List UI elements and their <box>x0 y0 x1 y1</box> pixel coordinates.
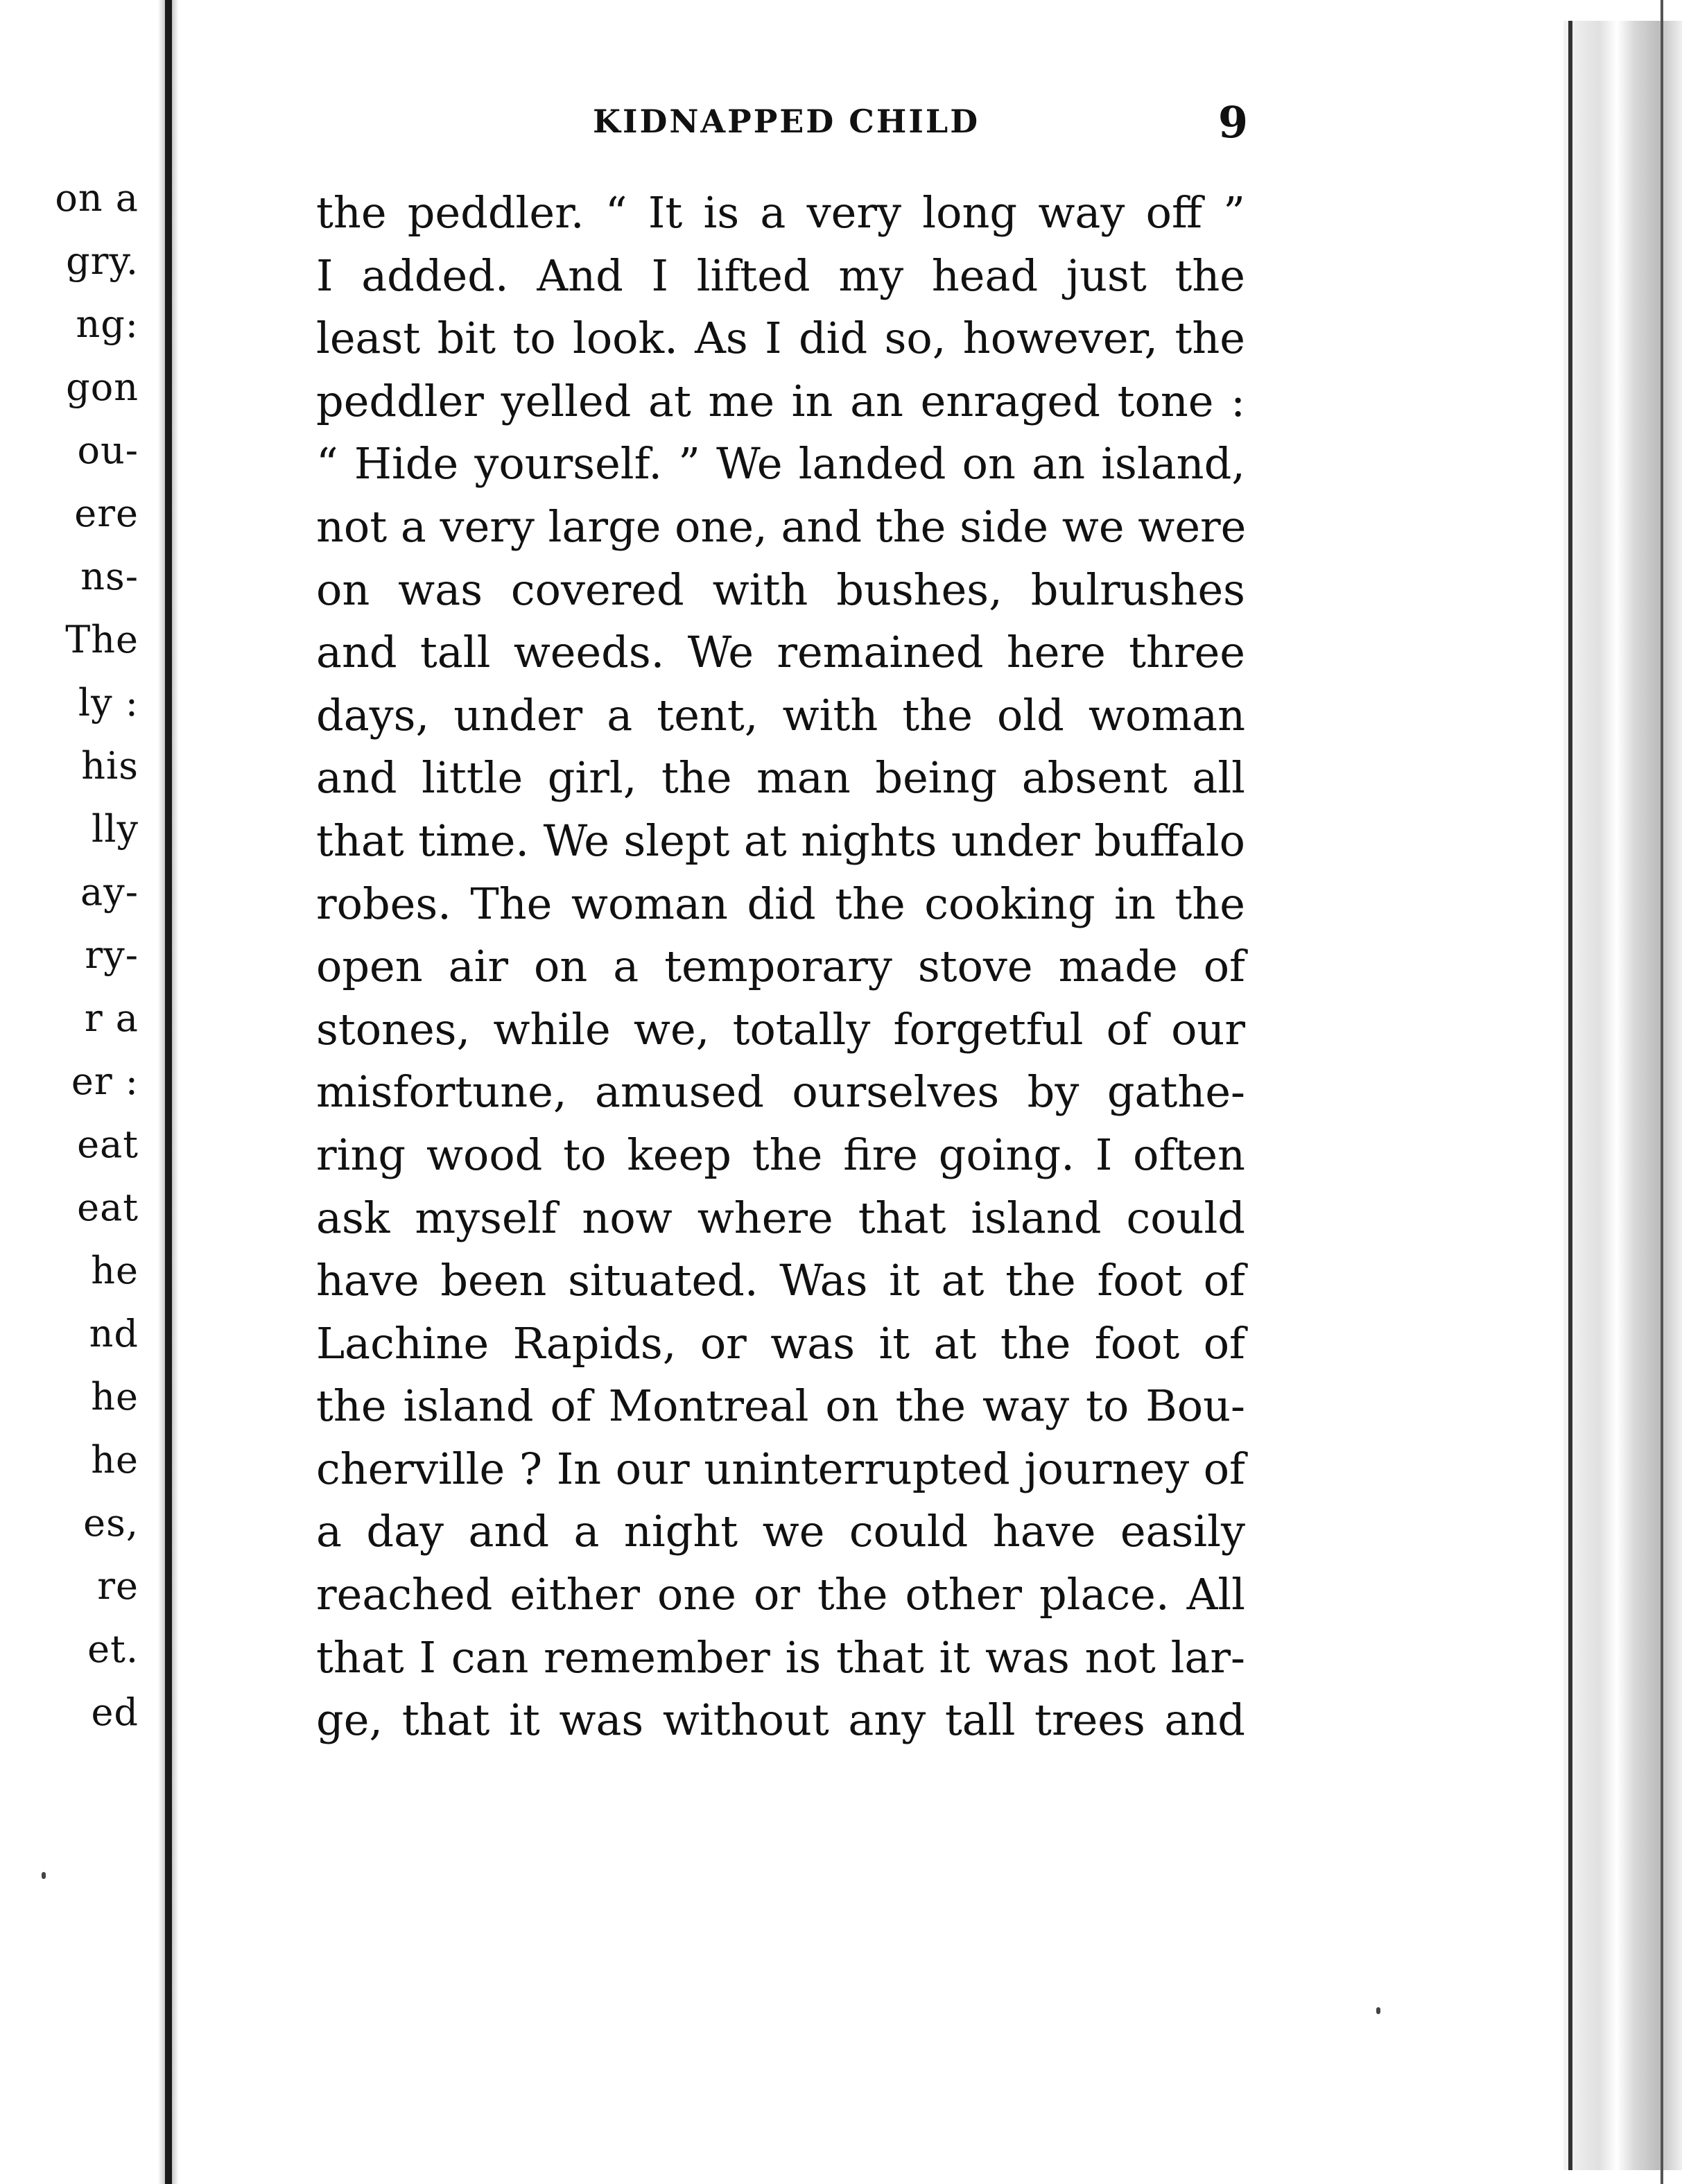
facing-page-line: ere <box>74 492 139 535</box>
text-line: the peddler. “ It is a very long way off ” <box>316 187 1245 238</box>
book-gutter <box>165 0 172 2184</box>
page-edge-line <box>1661 0 1663 2184</box>
facing-page-line: es, <box>83 1501 139 1545</box>
text-line: “ Hide yourself. ” We landed on an island, <box>316 438 1245 489</box>
text-line: ge, that it was without any tall trees and <box>316 1695 1245 1746</box>
facing-page-line: The <box>65 618 139 661</box>
text-line: have been situated. Was it at the foot of <box>316 1255 1245 1306</box>
facing-page-line: his <box>81 744 139 788</box>
text-line: the island of Montreal on the way to Bou- <box>316 1380 1245 1432</box>
facing-page-line: ry- <box>85 933 139 977</box>
text-line: and tall weeds. We remained here three <box>316 627 1245 678</box>
text-line: open air on a temporary stove made of <box>316 941 1245 992</box>
facing-page-line: eat <box>77 1123 139 1166</box>
facing-page-line: ns- <box>80 555 139 598</box>
text-line: least bit to look. As I did so, however, the <box>316 313 1245 364</box>
page-number: 9 <box>1217 97 1248 148</box>
text-line: that I can remember is that it was not lar- <box>316 1631 1245 1683</box>
facing-page-line: re <box>97 1564 139 1608</box>
facing-page-line: ou- <box>77 428 139 472</box>
text-line: ring wood to keep the fire going. I often <box>316 1129 1245 1180</box>
text-line: I added. And I lifted my head just the <box>316 250 1245 301</box>
text-line: robes. The woman did the cooking in the <box>316 878 1245 929</box>
page-header <box>555 97 1255 153</box>
page-body <box>316 182 1245 1752</box>
facing-page-line: r a <box>84 996 139 1040</box>
facing-page-line: ly : <box>78 681 139 725</box>
page-stack-edge <box>1563 21 1682 2170</box>
facing-page-line: nd <box>89 1312 139 1355</box>
facing-page-line: ng: <box>76 302 139 346</box>
scan-speck <box>1376 2007 1380 2014</box>
facing-page-line: he <box>91 1438 139 1482</box>
text-line: peddler yelled at me in an enraged tone : <box>316 375 1245 426</box>
facing-page-line: he <box>91 1375 139 1419</box>
facing-page-line: ay- <box>80 870 139 914</box>
text-line: that time. We slept at nights under buffalo <box>316 815 1245 866</box>
text-line: on was covered with bushes, bulrushes <box>316 564 1245 615</box>
text-line: and little girl, the man being absent all <box>316 752 1245 804</box>
facing-page-line: eat <box>77 1186 139 1229</box>
text-line: days, under a tent, with the old woman <box>316 689 1245 740</box>
facing-page-fragment <box>0 0 158 2184</box>
facing-page-line: er : <box>71 1059 139 1103</box>
facing-page-line: ed <box>91 1690 139 1734</box>
text-line: reached either one or the other place. All <box>316 1569 1245 1620</box>
text-line: misfortune, amused ourselves by gathe- <box>316 1066 1245 1118</box>
facing-page-line: on a <box>55 176 139 220</box>
text-line: Lachine Rapids, or was it at the foot of <box>316 1317 1245 1369</box>
page-edge-line <box>1568 21 1572 2170</box>
text-line: not a very large one, and the side we were <box>316 501 1247 552</box>
text-line: a day and a night we could have easily <box>316 1506 1245 1557</box>
running-title: KIDNAPPED CHILD <box>593 103 980 140</box>
text-line: ask myself now where that island could <box>316 1192 1245 1243</box>
facing-page-line: he <box>91 1249 139 1292</box>
text-line: cherville ? In our uninterrupted journey of <box>316 1443 1245 1494</box>
scan-speck <box>42 1872 46 1879</box>
facing-page-line: gon <box>66 365 139 409</box>
facing-page-line: lly <box>91 807 139 851</box>
text-line: stones, while we, totally forgetful of our <box>316 1003 1245 1055</box>
facing-page-line: gry. <box>66 239 139 283</box>
facing-page-line: et. <box>87 1627 139 1671</box>
